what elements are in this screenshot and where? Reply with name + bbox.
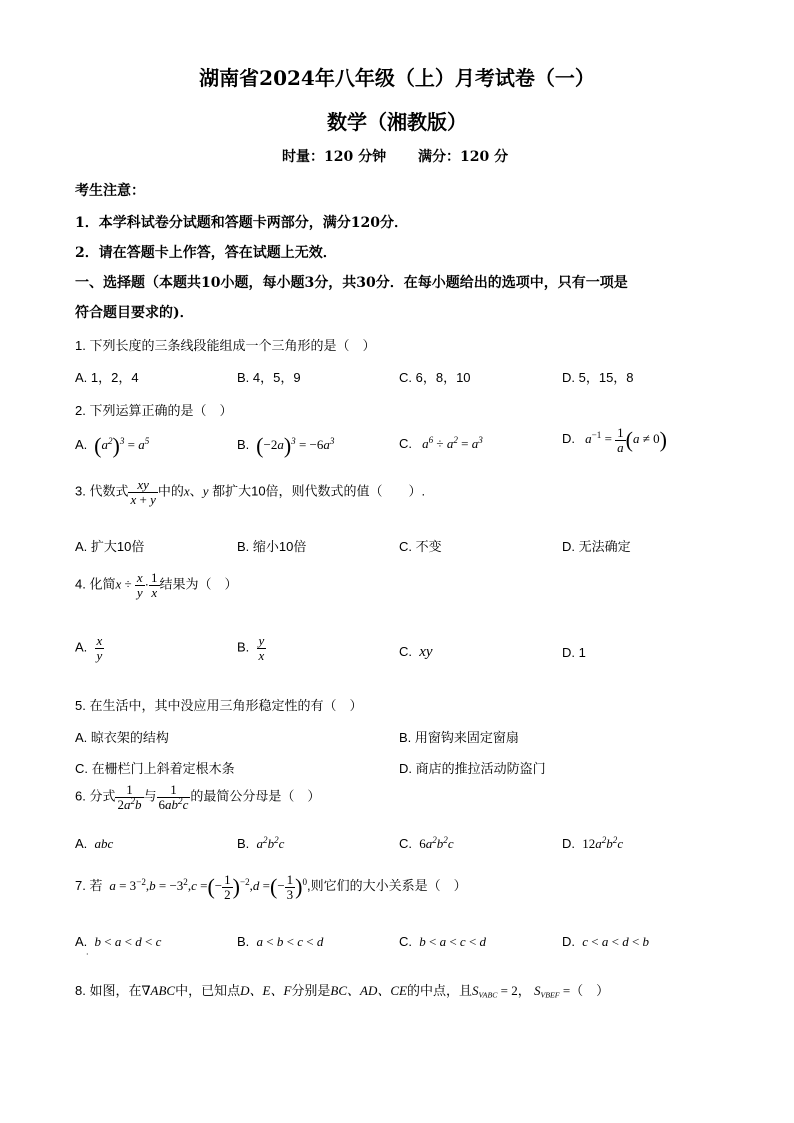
q2-option-b: B. $(-2a)^3 = -6a^3$	[237, 433, 335, 458]
q4-option-d: D. 1	[562, 645, 586, 660]
q7-option-d: D. c < a < d < b	[562, 934, 650, 949]
q4-option-b: B. $\frac{y}{x}$	[237, 633, 265, 663]
q1-option-c: C. 6，8，10	[399, 370, 471, 385]
q6-option-c: C. $6a^2b^2c$	[399, 835, 454, 851]
q3-option-c: C. 不变	[399, 539, 442, 554]
formula: $a^{-1}$ = $\frac{1}{a}$ (a ≠ 0)	[578, 425, 667, 455]
q4-option-a: A. $\frac{x}{y}$	[75, 633, 103, 663]
time-info: 时量：120 分钟	[282, 149, 387, 165]
q5-option-b: B. 用窗钩来固定窗扇	[399, 730, 519, 745]
question-4-stem: 4. 化简x ÷ $\frac{x}{y}$ · $\frac{1}{x}$ 结果为（ ）	[75, 570, 238, 600]
q2-option-c: C. $a^6 \div a^2 = a^3$	[399, 435, 483, 451]
section-heading-cont: 符合题目要求的)．	[75, 305, 194, 321]
q1-option-b: B. 4，5，9	[237, 370, 301, 385]
q6-option-a: A. abc	[75, 836, 114, 851]
q7-option-a: A. b < a < d < c	[75, 934, 162, 949]
formula: $(-2a)^3 = -6a^3$	[256, 433, 335, 458]
page-subtitle: 数学（湘教版）	[327, 110, 467, 134]
question-7-stem: 7. 若 $a = 3^{-2},b = -3^2,c$ =(− $\frac{1}{2}$ )$^{-2}$,d =(− $\frac{1}{3}$ )$^0$,则它们的大小关系是（ ）	[75, 872, 467, 902]
notice-item: 1．本学科试卷分试题和答题卡两部分，满分120分．	[75, 215, 408, 231]
formula: $(a^2)^3 = a^5$	[94, 433, 150, 458]
q3-option-a: A. 扩大10倍	[75, 539, 145, 554]
page-title: 湖南省2024年八年级（上）月考试卷（一）	[199, 66, 595, 90]
fraction: $\frac{1}{2a^2b}$	[117, 782, 142, 812]
fraction: $\frac{1}{x}$	[151, 570, 158, 600]
section-heading: 一、选择题（本题共10小题，每小题3分，共30分．在每小题给出的选项中，只有一项是	[75, 275, 628, 291]
question-8-stem: 8. 如图，在∇ABC中，已知点D、E、F分别是BC、AD、CE的中点，且$S_{VABC} = 2$， $S_{VBEF}$ =（ ）	[75, 983, 610, 1000]
notice-item: 2．请在答题卡上作答，答在试题上无效．	[75, 245, 337, 261]
fraction: $\frac{1}{6ab^2c}$	[158, 782, 189, 812]
fraction: $\frac{xy}{x + y}$	[130, 477, 156, 507]
q1-option-d: D. 5，15，8	[562, 370, 634, 385]
q3-option-d: D. 无法确定	[562, 539, 631, 554]
q5-option-d: D. 商店的推拉活动防盗门	[399, 761, 546, 776]
score-info: 满分：120 分	[418, 149, 509, 165]
q7-option-b: B. a < b < c < d	[237, 934, 324, 949]
notice-heading: 考生注意：	[75, 183, 145, 199]
q6-option-b: B. $a^2b^2c$	[237, 835, 285, 851]
question-2-stem: 2. 下列运算正确的是（ ）	[75, 403, 233, 418]
q7-option-c: C. b < a < c < d	[399, 934, 487, 949]
formula: $a^6 \div a^2 = a^3$	[415, 435, 483, 451]
q4-option-c: C. xy	[399, 644, 433, 660]
q3-option-b: B. 缩小10倍	[237, 539, 307, 554]
question-3-stem: 3. 代数式 $\frac{xy}{x + y}$ 中的x、y 都扩大10倍，则代数式的值（ ）.	[75, 477, 426, 507]
question-5-stem: 5. 在生活中，其中没应用三角形稳定性的有（ ）	[75, 698, 363, 713]
stray-dot: ·	[86, 950, 89, 959]
q5-option-c: C. 在栅栏门上斜着定根木条	[75, 761, 235, 776]
q2-option-d: D. $a^{-1}$ = $\frac{1}{a}$ (a ≠ 0)	[562, 425, 667, 455]
fraction: $\frac{x}{y}$	[136, 570, 143, 600]
q5-option-a: A. 晾衣架的结构	[75, 730, 169, 745]
q2-option-a: A. $(a^2)^3 = a^5$	[75, 433, 150, 458]
question-1-stem: 1. 下列长度的三条线段能组成一个三角形的是（ ）	[75, 338, 376, 353]
question-6-stem: 6. 分式 $\frac{1}{2a^2b}$ 与 $\frac{1}{6ab^2c}$ 的最简公分母是（ ）	[75, 782, 321, 812]
q6-option-d: D. $12a^2b^2c$	[562, 835, 624, 851]
q1-option-a: A. 1，2，4	[75, 370, 139, 385]
